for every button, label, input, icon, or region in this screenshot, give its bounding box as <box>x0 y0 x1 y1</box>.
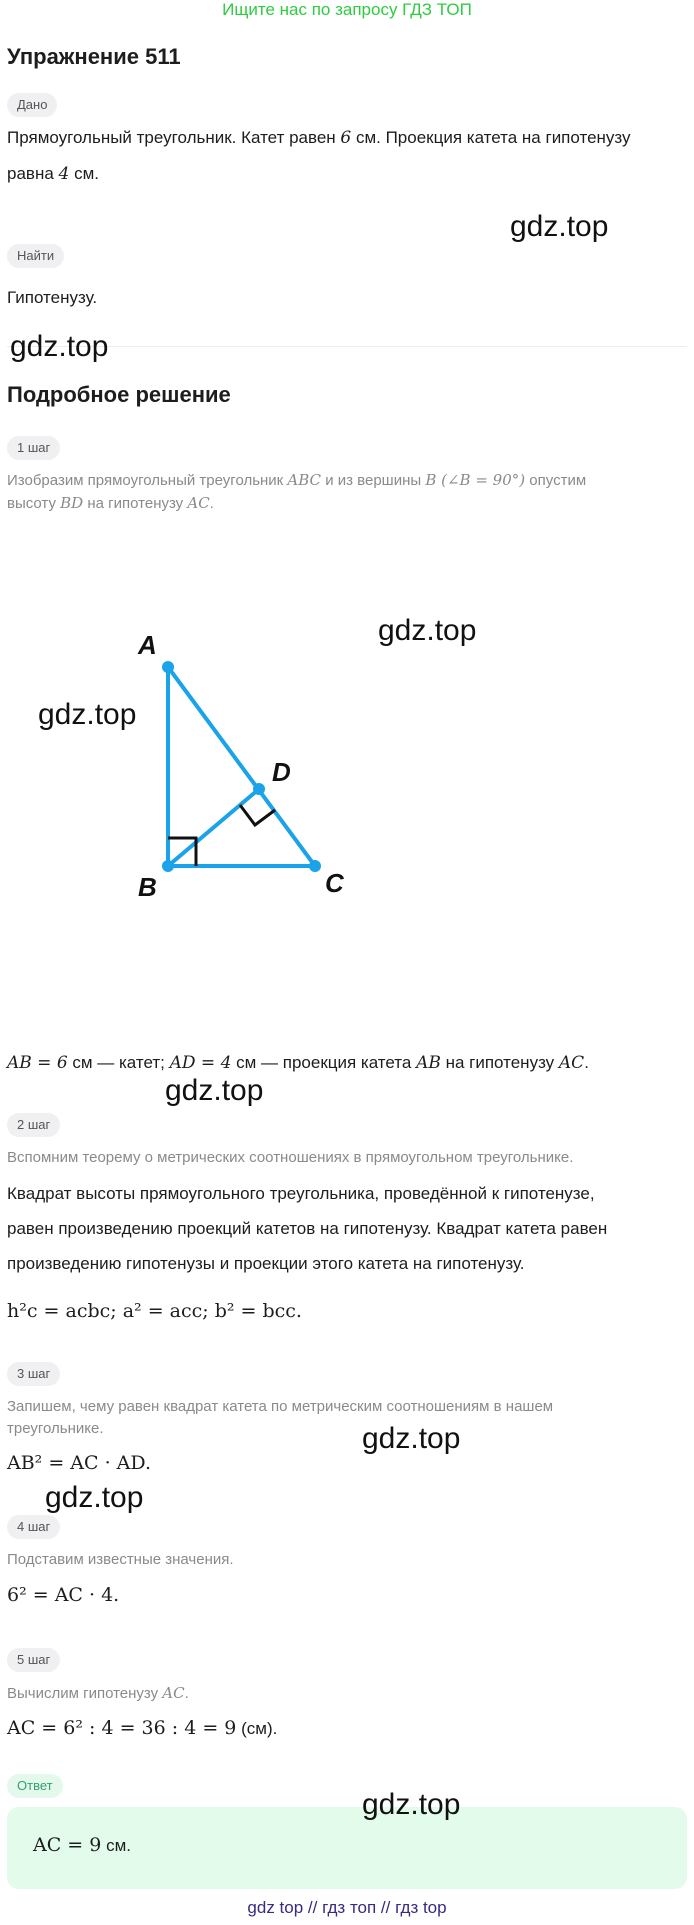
step-1-math-abc: ABC <box>287 471 322 489</box>
step-3-gray-2: треугольнике. <box>7 1420 104 1437</box>
step-4-gray: Подставим известные значения. <box>7 1551 234 1568</box>
given-value-2: 4 <box>58 164 70 184</box>
step-1-label: 1 шаг <box>7 436 60 460</box>
label-b: B <box>138 872 157 902</box>
point-b <box>162 860 174 872</box>
step-5-formula-math: AC = 6² : 4 = 36 : 4 = 9 <box>7 1717 237 1739</box>
given-label: Дано <box>7 93 57 117</box>
step-2-formula: h²c = acbc; a² = acc; b² = bcc. <box>7 1300 302 1322</box>
watermark: gdz.top <box>510 210 609 243</box>
math-ac: AC <box>558 1053 585 1073</box>
step-2-gray: Вспомним теорему о метрических соотношениях в прямоугольном треугольнике. <box>7 1149 574 1166</box>
altitude-bd <box>168 789 259 866</box>
step-2-line-1: Квадрат высоты прямоугольного треугольника, проведённой к гипотенузе, <box>7 1184 595 1203</box>
find-label: Найти <box>7 244 64 268</box>
step-1-badge <box>7 436 60 460</box>
step-1-text-f: . <box>209 495 214 512</box>
given-value-1: 6 <box>340 128 352 148</box>
step-2-line-2: равен произведению проекций катетов на гипотенузу. Квадрат катета равен <box>7 1219 608 1238</box>
step-1-text-d: высоту <box>7 495 61 512</box>
answer-label: Ответ <box>7 1774 63 1798</box>
answer-badge <box>7 1774 63 1798</box>
find-text: Гипотенузу. <box>7 288 98 307</box>
step-1-math-ac: AC <box>187 494 210 512</box>
label-d: D <box>272 757 291 787</box>
step-5-gray <box>7 1682 687 1705</box>
step-4-formula: 6² = AC · 4. <box>7 1584 120 1606</box>
step-1-text-e: на гипотенузу <box>83 495 188 512</box>
label-c: C <box>325 868 344 898</box>
given-values-line <box>7 1045 687 1081</box>
given-text-4: см. <box>69 164 99 183</box>
step-1-text-c: опустим <box>525 472 587 489</box>
step-4-badge <box>7 1515 60 1539</box>
step-1-math-bd: BD <box>60 494 84 512</box>
watermark: gdz.top <box>165 1074 264 1107</box>
math-ab-6: AB = 6 <box>7 1053 68 1073</box>
text-projection: см — проекция катета <box>231 1053 417 1072</box>
text-kathet: см — катет; <box>67 1053 170 1072</box>
point-c <box>309 860 321 872</box>
math-ad-4: AD = 4 <box>169 1053 232 1073</box>
step-5-badge <box>7 1648 60 1672</box>
step-1-text-b: и из вершины <box>321 472 426 489</box>
step-4-label: 4 шаг <box>7 1515 60 1539</box>
step-3-gray <box>7 1396 687 1440</box>
side-ac <box>168 667 315 866</box>
step-1-text-a: Изобразим прямоугольный треугольник <box>7 472 288 489</box>
watermark: gdz.top <box>38 698 137 731</box>
triangle-diagram <box>0 600 694 940</box>
step-3-formula: AB² = AC · AD. <box>7 1452 151 1474</box>
solution-title: Подробное решение <box>7 382 231 407</box>
given-text-2: см. Проекция катета на гипотенузу <box>351 128 631 147</box>
text-period: . <box>584 1053 589 1072</box>
watermark: gdz.top <box>378 614 477 647</box>
step-5-label: 5 шаг <box>7 1648 60 1672</box>
step-2-line-3: произведению гипотенузы и проекции этого катета на гипотенузу. <box>7 1254 525 1273</box>
divider <box>7 346 687 347</box>
answer-formula: AC = 9 <box>33 1834 102 1856</box>
step-3-badge <box>7 1362 60 1386</box>
exercise-title: Упражнение 511 <box>7 44 181 69</box>
watermark: gdz.top <box>10 330 109 363</box>
answer-text <box>33 1834 131 1857</box>
math-ab: AB <box>416 1053 441 1073</box>
footer-links[interactable]: gdz top // гдз топ // гдз top <box>247 1898 447 1917</box>
given-text <box>7 120 687 192</box>
point-d <box>253 783 265 795</box>
find-badge <box>7 244 64 268</box>
step-5-unit: (см). <box>236 1719 278 1738</box>
point-a <box>162 661 174 673</box>
given-text-1: Прямоугольный треугольник. Катет равен <box>7 128 341 147</box>
step-3-label: 3 шаг <box>7 1362 60 1386</box>
watermark: gdz.top <box>45 1481 144 1514</box>
promo-link[interactable]: Ищите нас по запросу ГДЗ ТОП <box>222 0 472 19</box>
step-1-math-angle: B (∠B = 90°) <box>425 471 526 489</box>
step-5-gray-end: . <box>184 1685 189 1702</box>
triangle-lines <box>168 667 315 866</box>
step-5-formula <box>7 1717 277 1739</box>
step-1-text <box>7 469 687 515</box>
given-badge <box>7 93 57 117</box>
given-text-3: равна <box>7 164 59 183</box>
step-3-gray-1: Запишем, чему равен квадрат катета по метрическим соотношениям в нашем <box>7 1398 554 1415</box>
step-2-text <box>7 1176 687 1281</box>
label-a: A <box>138 630 157 660</box>
step-2-badge <box>7 1113 60 1137</box>
answer-unit: см. <box>101 1836 131 1855</box>
watermark: gdz.top <box>362 1788 461 1821</box>
step-5-gray-text: Вычислим гипотенузу <box>7 1685 163 1702</box>
watermark: gdz.top <box>362 1422 461 1455</box>
step-2-label: 2 шаг <box>7 1113 60 1137</box>
step-5-gray-math: AC <box>162 1684 185 1702</box>
text-on-hyp: на гипотенузу <box>440 1053 559 1072</box>
